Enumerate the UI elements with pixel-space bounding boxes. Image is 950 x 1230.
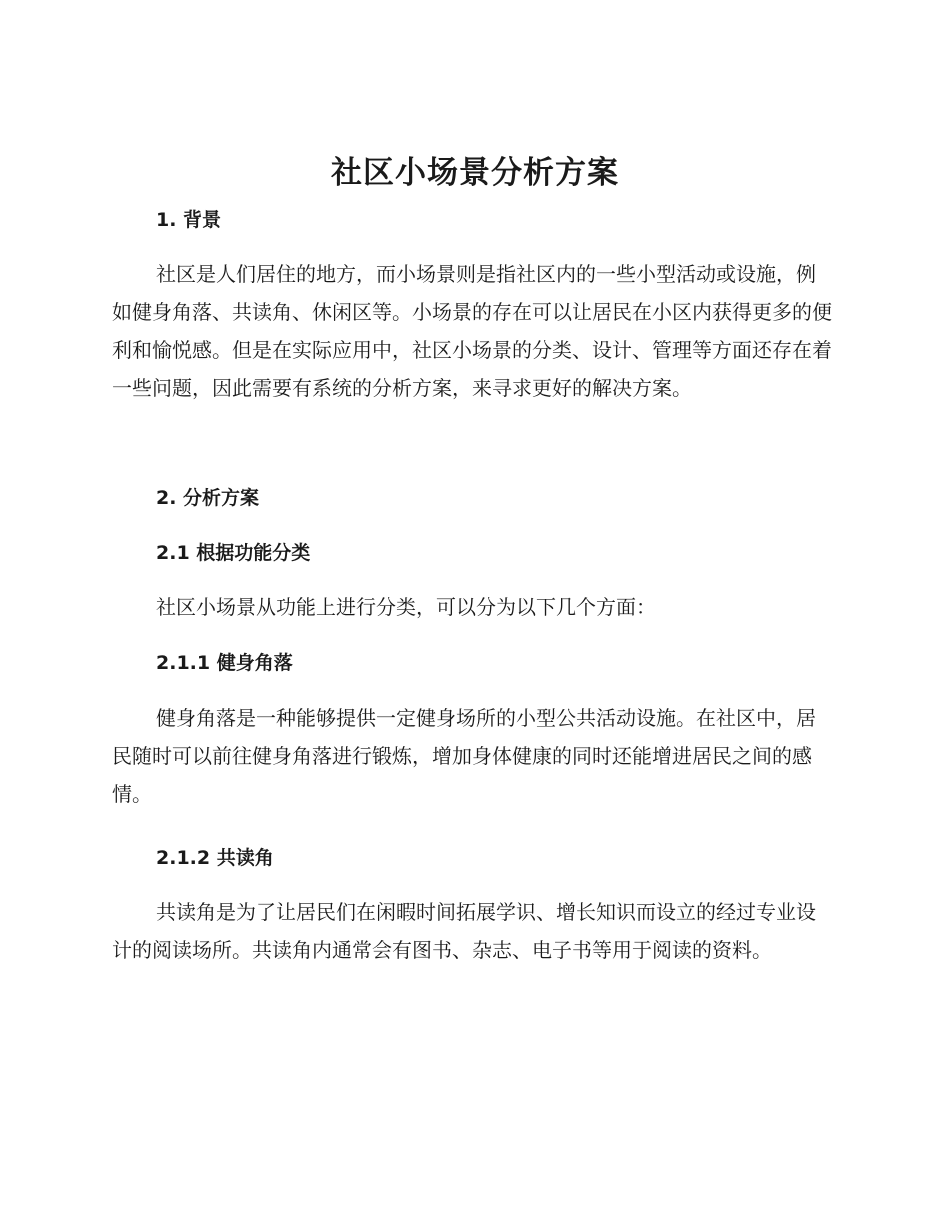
paragraph-fitness-corner: 健身角落是一种能够提供一定健身场所的小型公共活动设施。在社区中，居民随时可以前往健身角落进行锻炼，增加身体健康的同时还能增进居民之间的感情。: [112, 706, 816, 806]
paragraph-by-function: 社区小场景从功能上进行分类，可以分为以下几个方面：: [156, 595, 656, 619]
section-heading-reading-corner: 2.1.2 共读角: [156, 847, 274, 869]
section-heading-background: 1. 背景: [156, 209, 222, 231]
section-heading-fitness-corner: 2.1.1 健身角落: [156, 652, 293, 674]
document-title: 社区小场景分析方案: [331, 155, 619, 191]
section-heading-by-function: 2.1 根据功能分类: [156, 542, 311, 564]
paragraph-background: 社区是人们居住的地方，而小场景则是指社区内的一些小型活动或设施，例如健身角落、共读角、休闲区等。小场景的存在可以让居民在小区内获得更多的便利和愉悦感。但是在实际应用中，社区小场景的分类、设计、管理等方面还存在着一些问题，因此需要有系统的分析方案，来寻求更好的解决方案。: [112, 262, 832, 400]
section-heading-analysis-plan: 2. 分析方案: [156, 487, 260, 509]
paragraph-reading-corner: 共读角是为了让居民们在闲暇时间拓展学识、增长知识而设立的经过专业设计的阅读场所。共读角内通常会有图书、杂志、电子书等用于阅读的资料。: [112, 900, 816, 962]
